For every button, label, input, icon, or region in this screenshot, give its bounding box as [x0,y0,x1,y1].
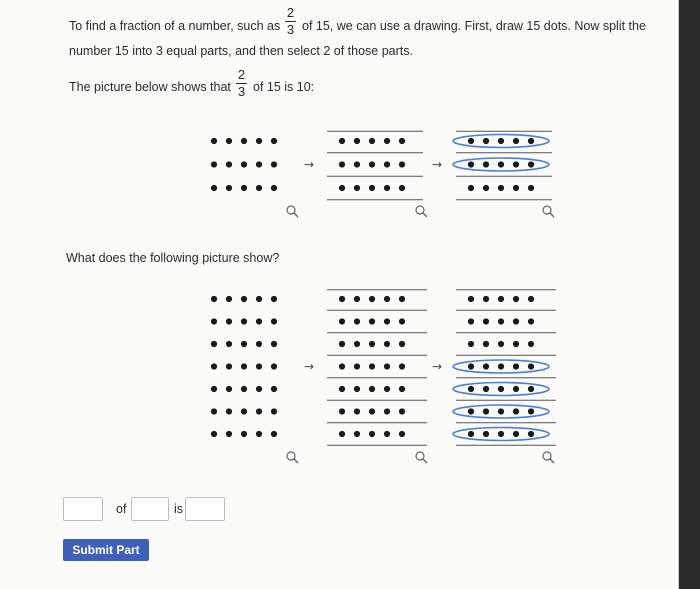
dot [468,386,474,392]
dot [339,341,345,347]
dot [271,341,277,347]
dot [498,431,504,437]
dot [513,431,519,437]
dot [513,408,519,414]
dot [513,386,519,392]
dot [211,296,217,302]
dot [498,363,504,369]
dot [384,161,390,167]
dot [528,138,534,144]
dot [399,363,405,369]
dot [384,296,390,302]
dot [384,408,390,414]
dot [528,161,534,167]
dot [339,363,345,369]
dot [498,296,504,302]
dot [271,386,277,392]
dot [498,161,504,167]
example-before: The picture below shows that [69,80,231,94]
magnifier-handle [294,459,298,463]
dot [483,341,489,347]
magnifier-icon[interactable] [287,452,298,463]
dot [271,138,277,144]
dot [354,161,360,167]
dot [256,318,262,324]
dot [226,431,232,437]
dot [483,408,489,414]
dot [384,318,390,324]
dot [399,431,405,437]
of-label: of [116,502,127,516]
dot [211,161,217,167]
magnifier-lens [416,452,424,460]
dot [369,386,375,392]
dot [256,296,262,302]
dot [339,431,345,437]
dot [339,138,345,144]
dot [528,185,534,191]
dot [498,341,504,347]
dot [271,185,277,191]
dot [498,386,504,392]
dot [384,386,390,392]
dot [513,138,519,144]
dot [369,138,375,144]
dot [528,296,534,302]
dot [354,318,360,324]
answer-fraction-input[interactable] [63,497,103,521]
dot [226,161,232,167]
magnifier-icon[interactable] [543,206,554,217]
dot [528,363,534,369]
dot [354,431,360,437]
magnifier-lens [543,452,551,460]
dot [241,318,247,324]
dot [354,363,360,369]
dot [498,185,504,191]
dot [528,431,534,437]
dot [256,408,262,414]
dot [241,138,247,144]
intro-line2: number 15 into 3 equal parts, and then select 2 of those parts. [69,44,413,58]
dot [226,138,232,144]
arrow-icon: → [432,359,443,374]
dot [399,161,405,167]
dot [483,318,489,324]
dot [483,185,489,191]
answer-whole-input[interactable] [131,497,169,521]
answer-result-input[interactable] [185,497,225,521]
dot [211,363,217,369]
dot [256,138,262,144]
dot [513,318,519,324]
dot [339,296,345,302]
dot [271,431,277,437]
intro-line1-after: of 15, we can use a drawing. First, draw 15 dots. Now split the [302,19,646,33]
dot [399,138,405,144]
dot [271,363,277,369]
dot [483,161,489,167]
magnifier-icon[interactable] [416,206,427,217]
magnifier-handle [550,213,554,217]
dot [226,296,232,302]
dot [483,296,489,302]
dot [513,161,519,167]
dot [468,138,474,144]
dot [468,408,474,414]
magnifier-handle [294,213,298,217]
dot [468,431,474,437]
dot [528,318,534,324]
dot [513,363,519,369]
dot [369,408,375,414]
arrow-icon: → [304,157,315,172]
magnifier-lens [287,452,295,460]
dot [369,296,375,302]
dot [399,386,405,392]
intro-fraction-numerator: 2 [286,5,295,20]
dot [256,185,262,191]
dot [384,363,390,369]
dot [354,138,360,144]
dot [399,341,405,347]
intro-line1-before: To find a fraction of a number, such as [69,19,281,33]
dot [354,408,360,414]
dot [468,318,474,324]
dot [369,185,375,191]
dot [384,431,390,437]
dot [528,408,534,414]
dot [354,296,360,302]
dot [241,296,247,302]
dot [271,318,277,324]
dot [513,296,519,302]
dot [528,386,534,392]
dot [399,408,405,414]
magnifier-icon[interactable] [416,452,427,463]
magnifier-icon[interactable] [287,206,298,217]
dot [271,296,277,302]
dot [468,296,474,302]
magnifier-handle [423,213,427,217]
dot [256,341,262,347]
dot [271,408,277,414]
dot [256,161,262,167]
dot [226,341,232,347]
arrow-icon: → [304,359,315,374]
dot [369,161,375,167]
dot [369,431,375,437]
dot [226,386,232,392]
dot [211,138,217,144]
submit-part-button[interactable]: Submit Part [63,539,149,561]
magnifier-lens [416,206,424,214]
dot [483,386,489,392]
example-fraction-denominator: 3 [237,84,246,99]
dot [256,386,262,392]
dot [498,408,504,414]
dot [241,408,247,414]
intro-fraction-denominator: 3 [286,22,295,37]
dot [528,341,534,347]
dot [498,138,504,144]
dot [241,341,247,347]
magnifier-lens [287,206,295,214]
dot [483,431,489,437]
dot [468,363,474,369]
question-text: What does the following picture show? [66,251,280,265]
dot [354,185,360,191]
dot [369,363,375,369]
dot [384,341,390,347]
dot [468,341,474,347]
dot [241,431,247,437]
is-label: is [174,502,184,516]
dot [399,318,405,324]
dot [513,341,519,347]
dot [339,318,345,324]
dot [226,363,232,369]
dot [468,161,474,167]
dot [241,185,247,191]
dot [498,318,504,324]
magnifier-handle [550,459,554,463]
magnifier-lens [543,206,551,214]
dot [369,318,375,324]
dot [384,185,390,191]
magnifier-icon[interactable] [543,452,554,463]
dot [399,185,405,191]
dot [226,185,232,191]
dot [271,161,277,167]
example-after: of 15 is 10: [253,80,315,94]
dot [483,138,489,144]
dot [241,161,247,167]
dot [211,386,217,392]
dot [211,318,217,324]
dot [226,318,232,324]
dot [211,185,217,191]
dot [513,185,519,191]
dot [339,161,345,167]
arrow-icon: → [432,157,443,172]
dot [354,386,360,392]
dot [483,363,489,369]
dot [354,341,360,347]
dot [468,185,474,191]
dot [241,363,247,369]
dot [226,408,232,414]
dot [256,363,262,369]
dot [369,341,375,347]
dot [241,386,247,392]
magnifier-handle [423,459,427,463]
dot [399,296,405,302]
dot [211,408,217,414]
example-fraction-numerator: 2 [237,67,246,82]
dot [339,185,345,191]
dot [211,341,217,347]
dot [339,386,345,392]
dot [384,138,390,144]
dot [211,431,217,437]
dot [339,408,345,414]
dot [256,431,262,437]
